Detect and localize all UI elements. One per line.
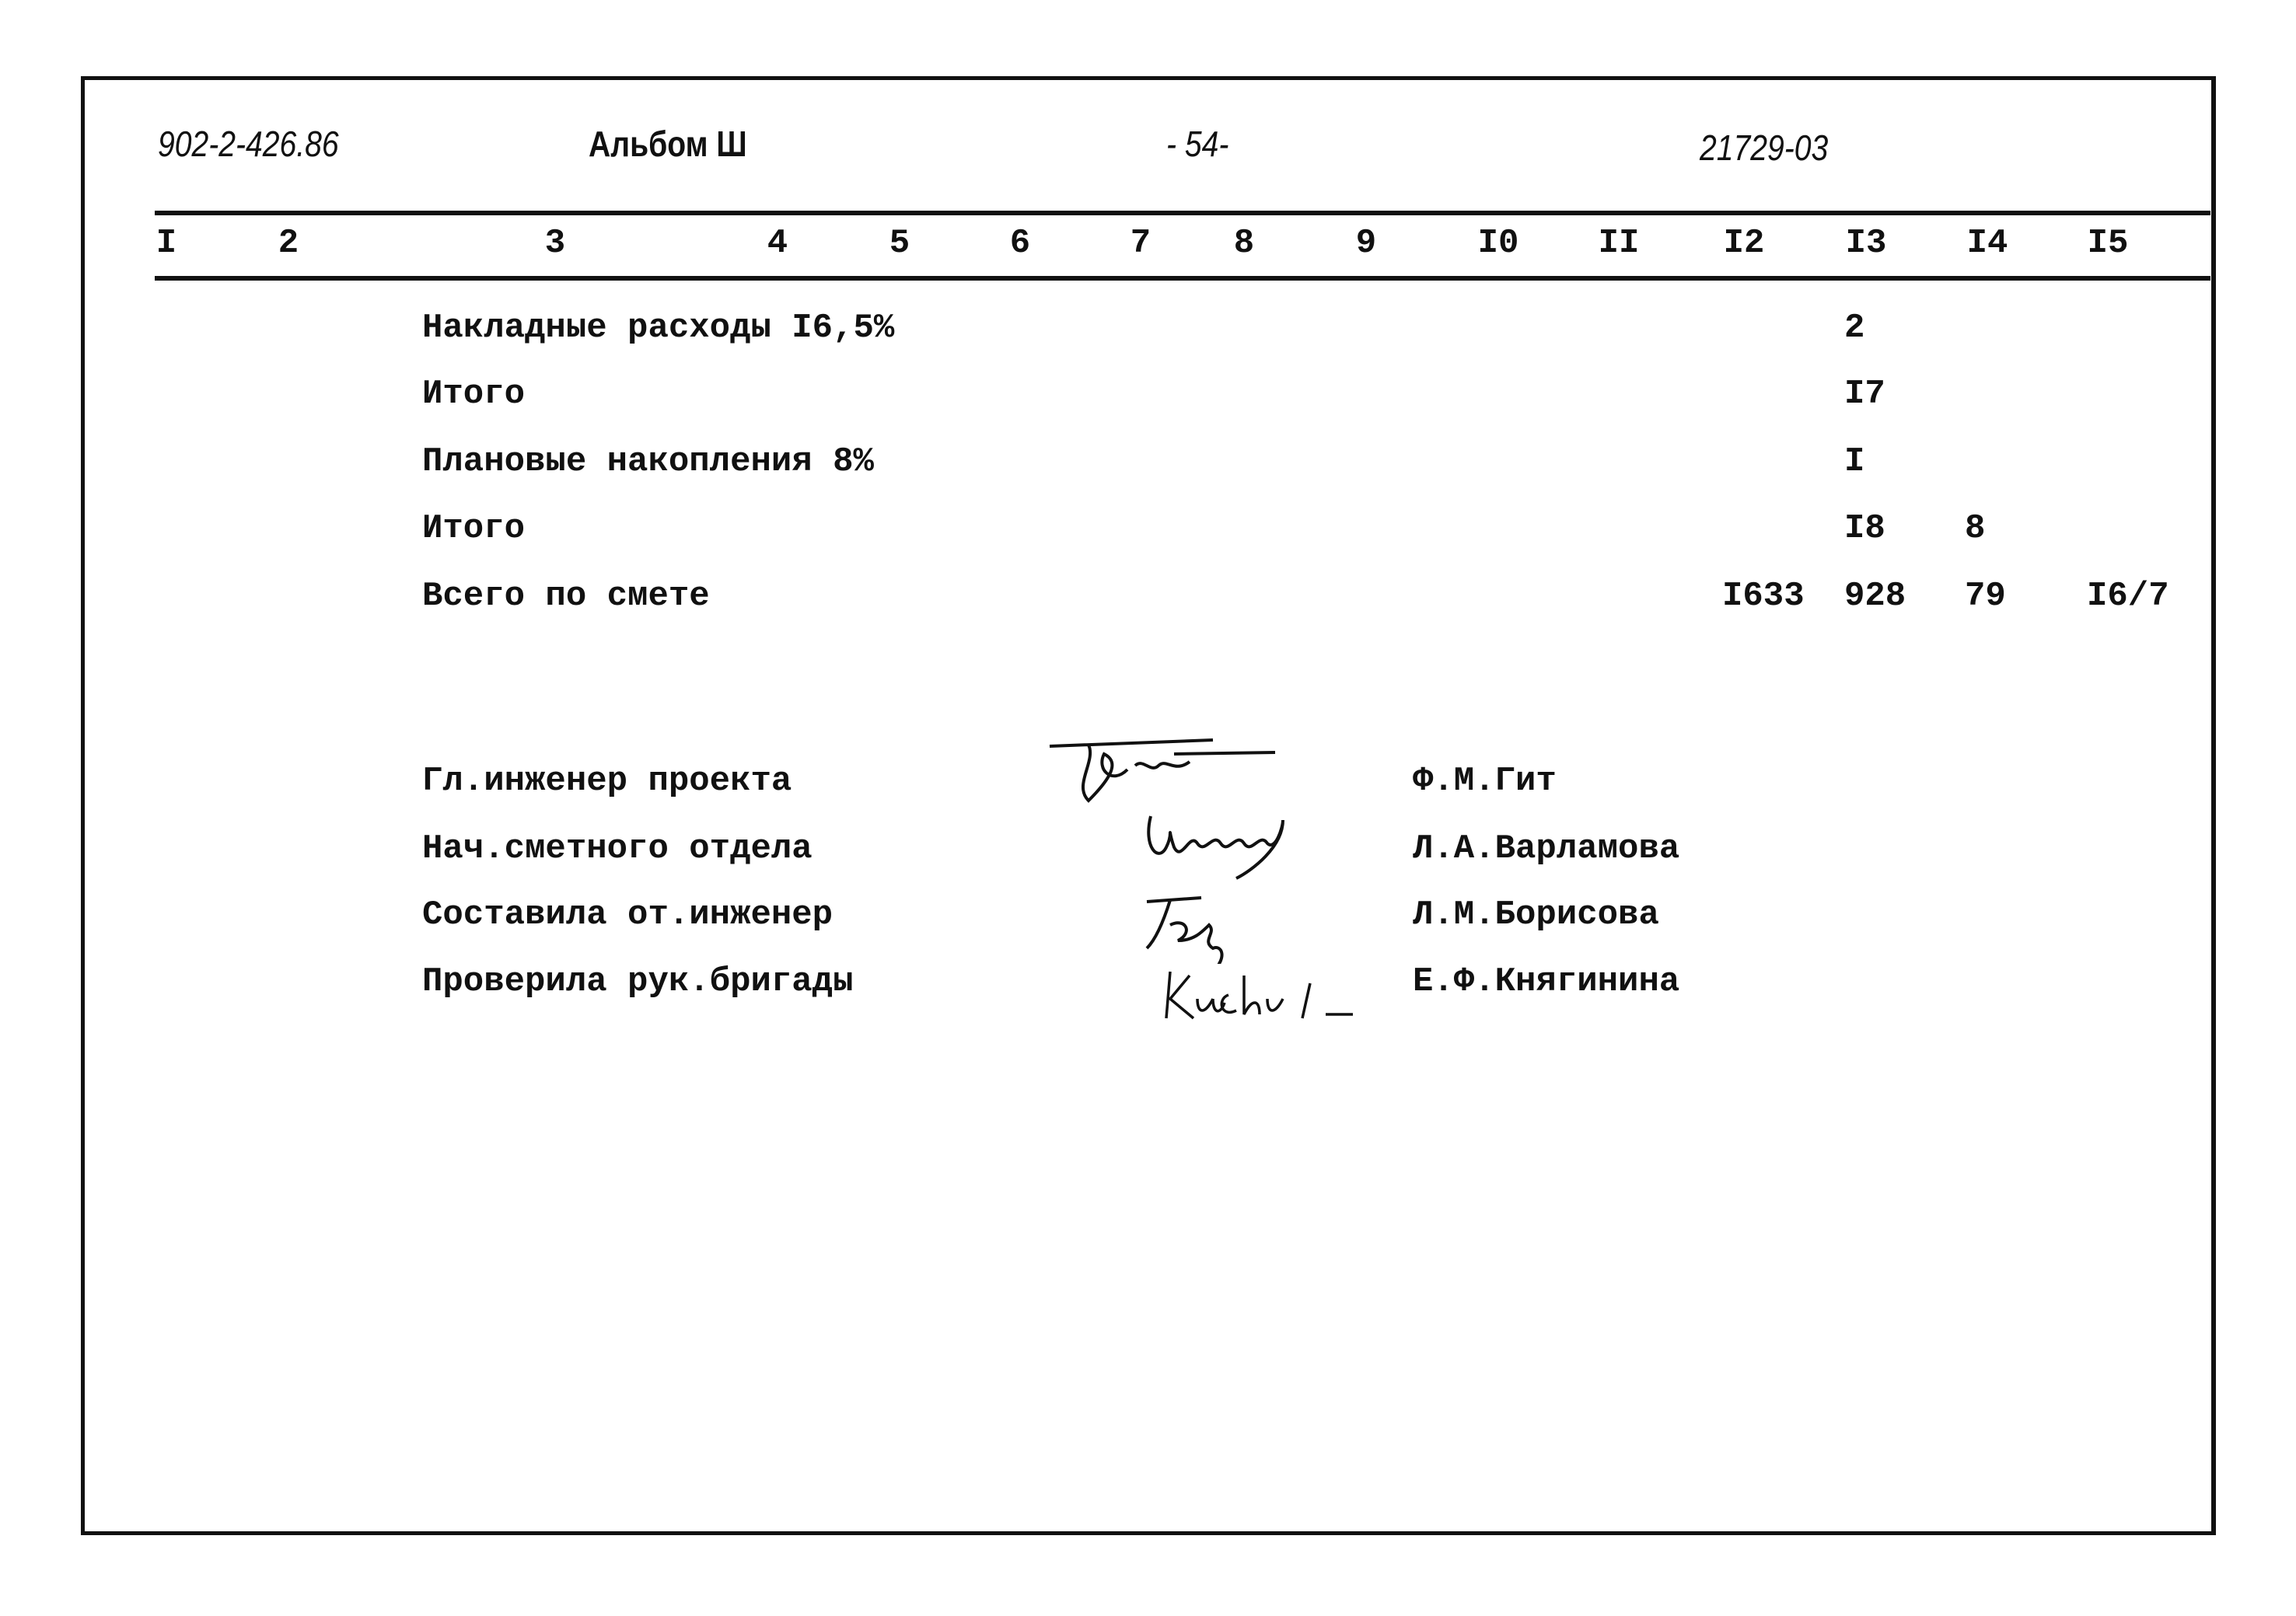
column-number: 4 [767,224,788,263]
signature-name: Л.А.Варламова [1413,829,1680,868]
column-number: I4 [1966,224,2008,263]
column-number: I3 [1845,224,1887,263]
cell-col14: 79 [1965,577,2006,616]
signature-name: Е.Ф.Княгинина [1413,962,1680,1001]
cell-col13: I [1844,442,1865,481]
cell-col14: 8 [1965,509,1986,548]
header-rule-top [155,211,2210,215]
cell-col13: I7 [1844,375,1885,414]
handwritten-signature [1135,801,1330,886]
column-number: 7 [1130,224,1151,263]
row-label: Итого [422,509,526,548]
column-number: 9 [1355,224,1377,263]
column-number: I5 [2087,224,2129,263]
signature-name: Ф.М.Гит [1413,762,1557,801]
album-label: Альбом Ш [589,124,747,164]
column-number: I [156,224,177,263]
column-number: II [1598,224,1640,263]
row-label: Итого [422,375,526,414]
row-label: Накладные расходы I6,5% [422,309,895,347]
header-rule-bottom [155,276,2210,281]
column-number: 5 [889,224,910,263]
handwritten-signature [1131,886,1248,964]
column-number: 8 [1233,224,1255,263]
row-label: Всего по смете [422,577,710,616]
page-number: - 54- [1166,124,1229,164]
column-number: 6 [1009,224,1031,263]
cell-col13: 928 [1844,577,1906,616]
handwritten-signature [1158,964,1376,1026]
project-number: 21729-03 [1700,127,1829,168]
column-number: I0 [1477,224,1519,263]
cell-col15: I6/7 [2087,577,2169,616]
column-number: I2 [1723,224,1765,263]
signature-name: Л.М.Борисова [1413,895,1659,934]
column-number: 3 [544,224,566,263]
signature-role: Нач.сметного отдела [422,829,813,868]
signature-role: Составила от.инженер [422,895,833,934]
cell-col13: 2 [1844,309,1865,347]
column-number: 2 [278,224,299,263]
cell-col13: I8 [1844,509,1885,548]
signature-role: Проверила рук.бригады [422,962,854,1001]
doc-code: 902-2-426.86 [158,124,339,164]
cell-col12: I633 [1722,577,1805,616]
signature-role: Гл.инженер проекта [422,762,792,801]
row-label: Плановые накопления 8% [422,442,874,481]
